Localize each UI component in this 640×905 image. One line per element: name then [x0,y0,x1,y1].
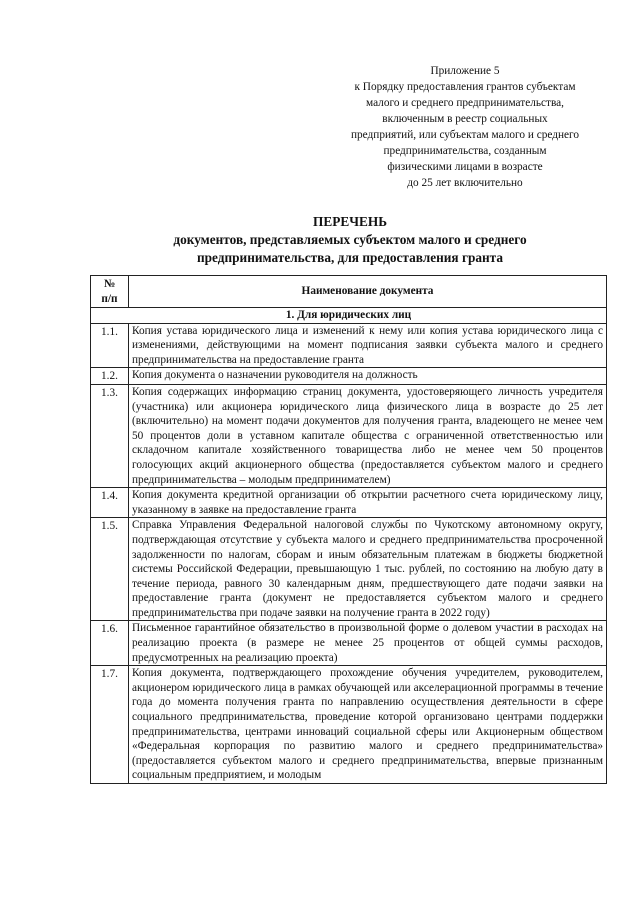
row-number: 1.3. [91,384,129,487]
header-number-line1: № [103,277,116,290]
table-row [91,518,607,621]
title-heading: ПЕРЕЧЕНЬ [313,214,387,229]
row-number: 1.7. [91,666,129,784]
appendix-line: предпринимательства, созданным [383,145,547,157]
row-text: Справка Управления Федеральной налоговой службы по Чукотскому автономному округу, подтверждающая отсутствие у субъекта малого и среднего предпринимательства просроченной задолженности по налогам, сборам и иным обязательным платежам в бюджеты бюджетной системы Российской Федерации, превышающую 1 тыс. рублей, по состоянию на любую дату в течение периода, равного 30 календарным дням, предшествующего дате подачи заявки на предоставление гранта (документ не предоставляется субъектом малого и среднего предпринимательства при подаче заявки на получение гранта в 2022 году) [129,518,607,621]
table-row [91,368,607,385]
table-row [91,488,607,518]
table-header-row [91,276,607,308]
section-title: 1. Для юридических лиц [91,308,607,324]
appendix-line: Приложение 5 [430,65,500,77]
appendix-line: до 25 лет включительно [407,177,523,189]
table-row [91,323,607,368]
appendix-line: физическими лицами в возрасте [387,161,543,173]
row-text: Копия устава юридического лица и изменений к нему или копия устава юридического лица с изменениями, действующими на момент подписания заявки субъекта малого и среднего предпринимательства на предоставление гранта [129,323,607,368]
table-row [91,666,607,784]
appendix-line: малого и среднего предпринимательства, [366,97,564,109]
row-number: 1.2. [91,368,129,385]
row-number: 1.1. [91,323,129,368]
row-text: Копия документа кредитной организации об открытии расчетного счета юридическому лицу, указанному в заявке на предоставление гранта [129,488,607,518]
title-line-1: документов, представляемых субъектом малого и среднего [173,232,527,247]
table-row [91,384,607,487]
title-line-2: предпринимательства, для предоставления гранта [196,250,504,265]
header-number-line2: п/п [101,292,118,305]
section-row [91,308,607,324]
appendix-note [330,63,600,191]
document-title [100,213,600,267]
row-number: 1.5. [91,518,129,621]
header-document-name: Наименование документа [129,276,607,308]
appendix-line: включенным в реестр социальных [382,113,548,125]
row-text: Копия документа, подтверждающего прохождение обучения учредителем, руководителем, акционером юридического лица в рамках обучающей или акселерационной программы в течение года до момента получения гранта по направлению осуществления деятельности в сфере социального предпринимательства, проведение которой организовано центрами поддержки предпринимательства, центрами инноваций социальной сферы или Акционерным обществом «Федеральная корпорация по развитию малого и среднего предпринимательства» (предоставляется субъектом малого и среднего предпринимательства, впервые признанным социальным предприятием, и молодым [129,666,607,784]
header-number [91,276,129,308]
row-text: Копия документа о назначении руководителя на должность [129,368,607,385]
appendix-line: предприятий, или субъектам малого и среднего [350,129,580,141]
row-text: Копия содержащих информацию страниц документа, удостоверяющего личность учредителя (участника) или акционера юридического лица физического лица в возрасте до 25 лет (включительно) на момент подачи документов для получения гранта, владеющего не менее чем 50 процентов доли в уставном капитале общества с ограниченной ответственностью или складочном капитале хозяйственного товарищества либо не менее чем 50 процентов голосующих акций акционерного общества (предоставляется субъектом малого и среднего предпринимательства – молодым предпринимателем) [129,384,607,487]
row-number: 1.6. [91,621,129,666]
row-text: Письменное гарантийное обязательство в произвольной форме о долевом участии в расходах на реализацию проекта (в размере не менее 25 процентов от общей суммы расходов, предусмотренных на реализацию проекта) [129,621,607,666]
table-row [91,621,607,666]
appendix-line: к Порядку предоставления грантов субъектам [354,81,576,93]
row-number: 1.4. [91,488,129,518]
documents-table [90,275,607,784]
